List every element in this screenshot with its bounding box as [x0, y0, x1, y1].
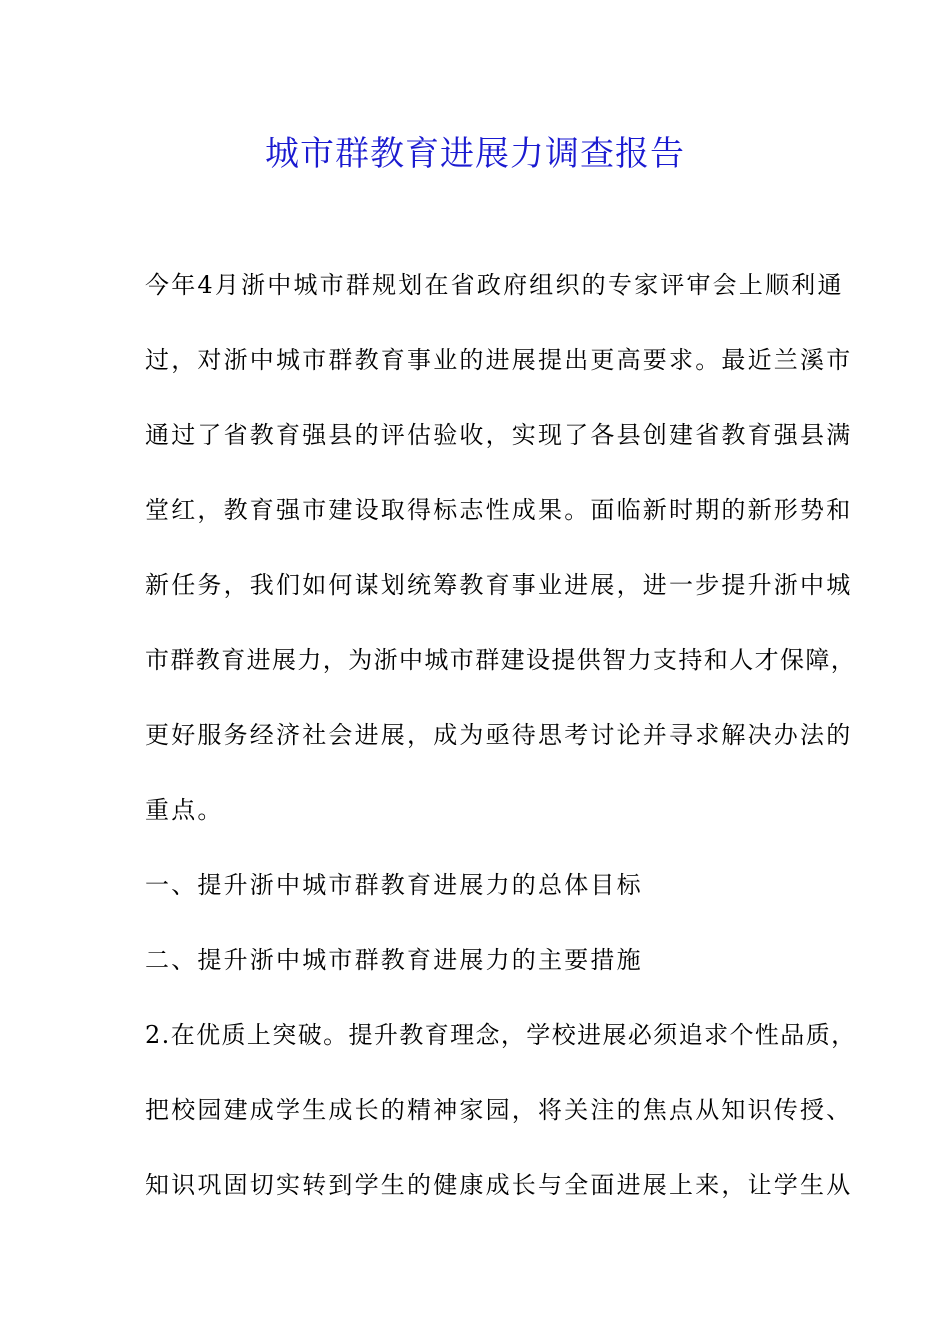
body-line: 更好服务经济社会进展，成为亟待思考讨论并寻求解决办法的 — [145, 721, 853, 749]
body-line: 2.在优质上突破。提升教育理念，学校进展必须追求个性品质， — [145, 1021, 857, 1049]
body-line: 把校园建成学生成长的精神家园，将关注的焦点从知识传授、 — [145, 1096, 853, 1124]
body-line: 今年4月浙中城市群规划在省政府组织的专家评审会上顺利通 — [145, 271, 844, 299]
section-heading-2: 二、提升浙中城市群教育进展力的主要措施 — [145, 946, 643, 974]
document-body — [145, 258, 857, 1233]
document-title: 城市群教育进展力调查报告 — [265, 134, 685, 174]
body-line: 重点。 — [145, 796, 224, 824]
body-line: 新任务，我们如何谋划统筹教育事业进展，进一步提升浙中城 — [145, 571, 853, 599]
body-line: 过，对浙中城市群教育事业的进展提出更高要求。最近兰溪市 — [145, 346, 853, 374]
body-line: 通过了省教育强县的评估验收，实现了各县创建省教育强县满 — [145, 421, 853, 449]
body-line: 堂红，教育强市建设取得标志性成果。面临新时期的新形势和 — [145, 496, 853, 524]
section-heading-1: 一、提升浙中城市群教育进展力的总体目标 — [145, 871, 643, 899]
body-line: 市群教育进展力，为浙中城市群建设提供智力支持和人才保障， — [145, 646, 857, 674]
body-line: 知识巩固切实转到学生的健康成长与全面进展上来，让学生从 — [145, 1171, 853, 1199]
